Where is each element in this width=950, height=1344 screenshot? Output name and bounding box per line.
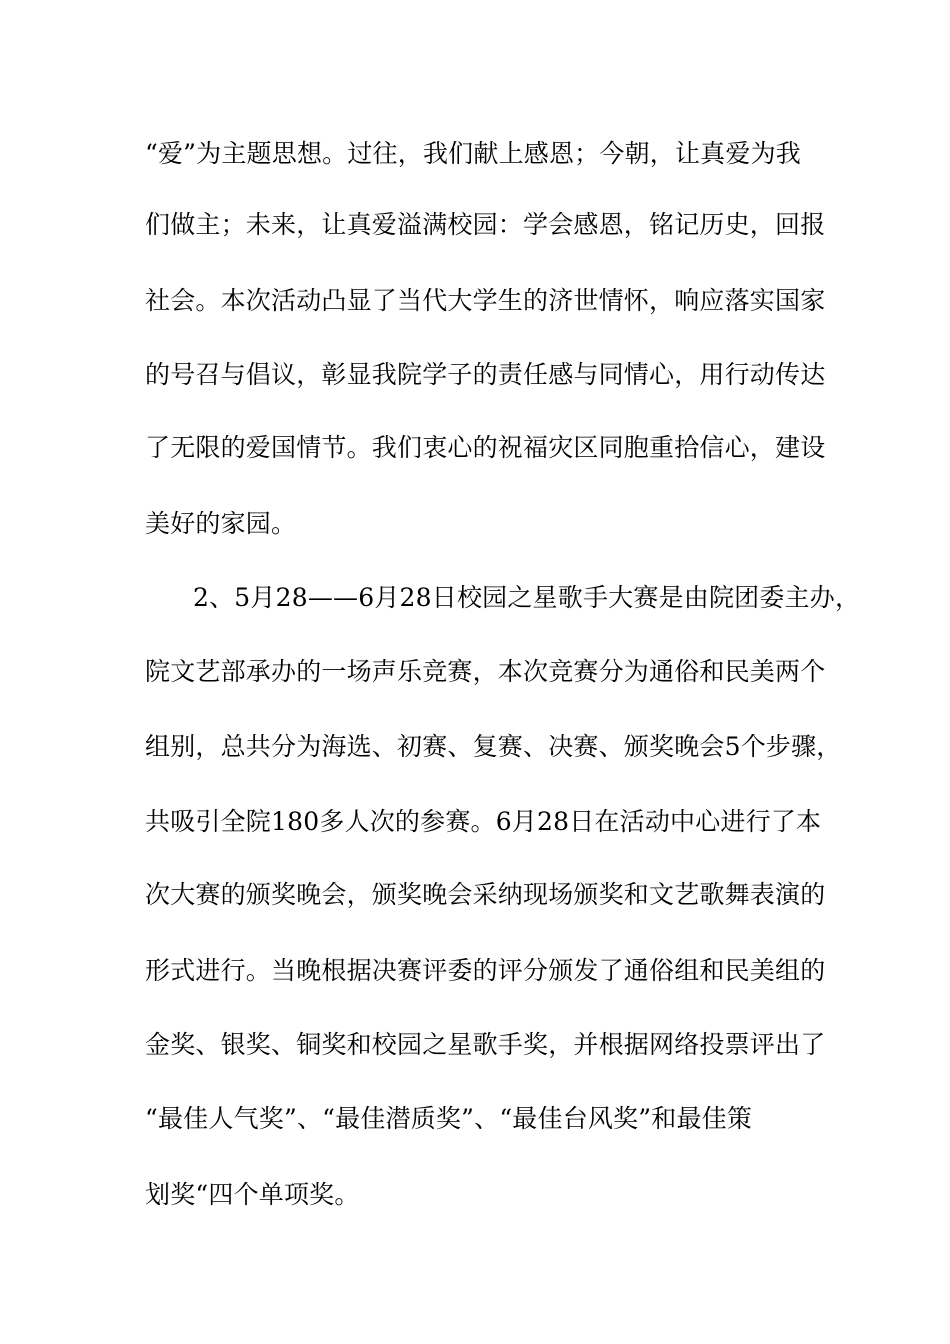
paragraph-line-15: 划奖“四个单项奖。: [145, 1180, 360, 1209]
paragraph-line-8: 院文艺部承办的一场声乐竞赛，本次竞赛分为通俗和民美两个: [145, 657, 826, 686]
paragraph-line-6: 美好的家园。: [145, 509, 297, 538]
paragraph-line-14: “最佳人气奖”、“最佳潜质奖”、“最佳台风奖”和最佳策: [145, 1104, 753, 1133]
paragraph-line-3: 社会。本次活动凸显了当代大学生的济世情怀，响应落实国家: [145, 286, 826, 315]
paragraph-line-13: 金奖、银奖、铜奖和校园之星歌手奖，并根据网络投票评出了: [145, 1030, 826, 1059]
paragraph-line-2: 们做主；未来，让真爱溢满校园：学会感恩，铭记历史，回报: [145, 210, 826, 239]
paragraph-line-4: 的号召与倡议，彰显我院学子的责任感与同情心，用行动传达: [145, 360, 826, 389]
paragraph-line-5: 了无限的爱国情节。我们衷心的祝福灾区同胞重拾信心，建设: [145, 433, 826, 462]
paragraph-line-7: 2、5月28——6月28日校园之星歌手大赛是由院团委主办，: [193, 583, 861, 612]
paragraph-line-9: 组别，总共分为海选、初赛、复赛、决赛、颁奖晚会5个步骤，: [145, 732, 842, 761]
paragraph-line-11: 次大赛的颁奖晚会，颁奖晚会采纳现场颁奖和文艺歌舞表演的: [145, 880, 826, 909]
paragraph-line-12: 形式进行。当晚根据决赛评委的评分颁发了通俗组和民美组的: [145, 956, 826, 985]
paragraph-line-10: 共吸引全院180多人次的参赛。6月28日在活动中心进行了本: [145, 807, 822, 836]
paragraph-line-1: “爱”为主题思想。过往，我们献上感恩；今朝，让真爱为我: [145, 139, 801, 168]
